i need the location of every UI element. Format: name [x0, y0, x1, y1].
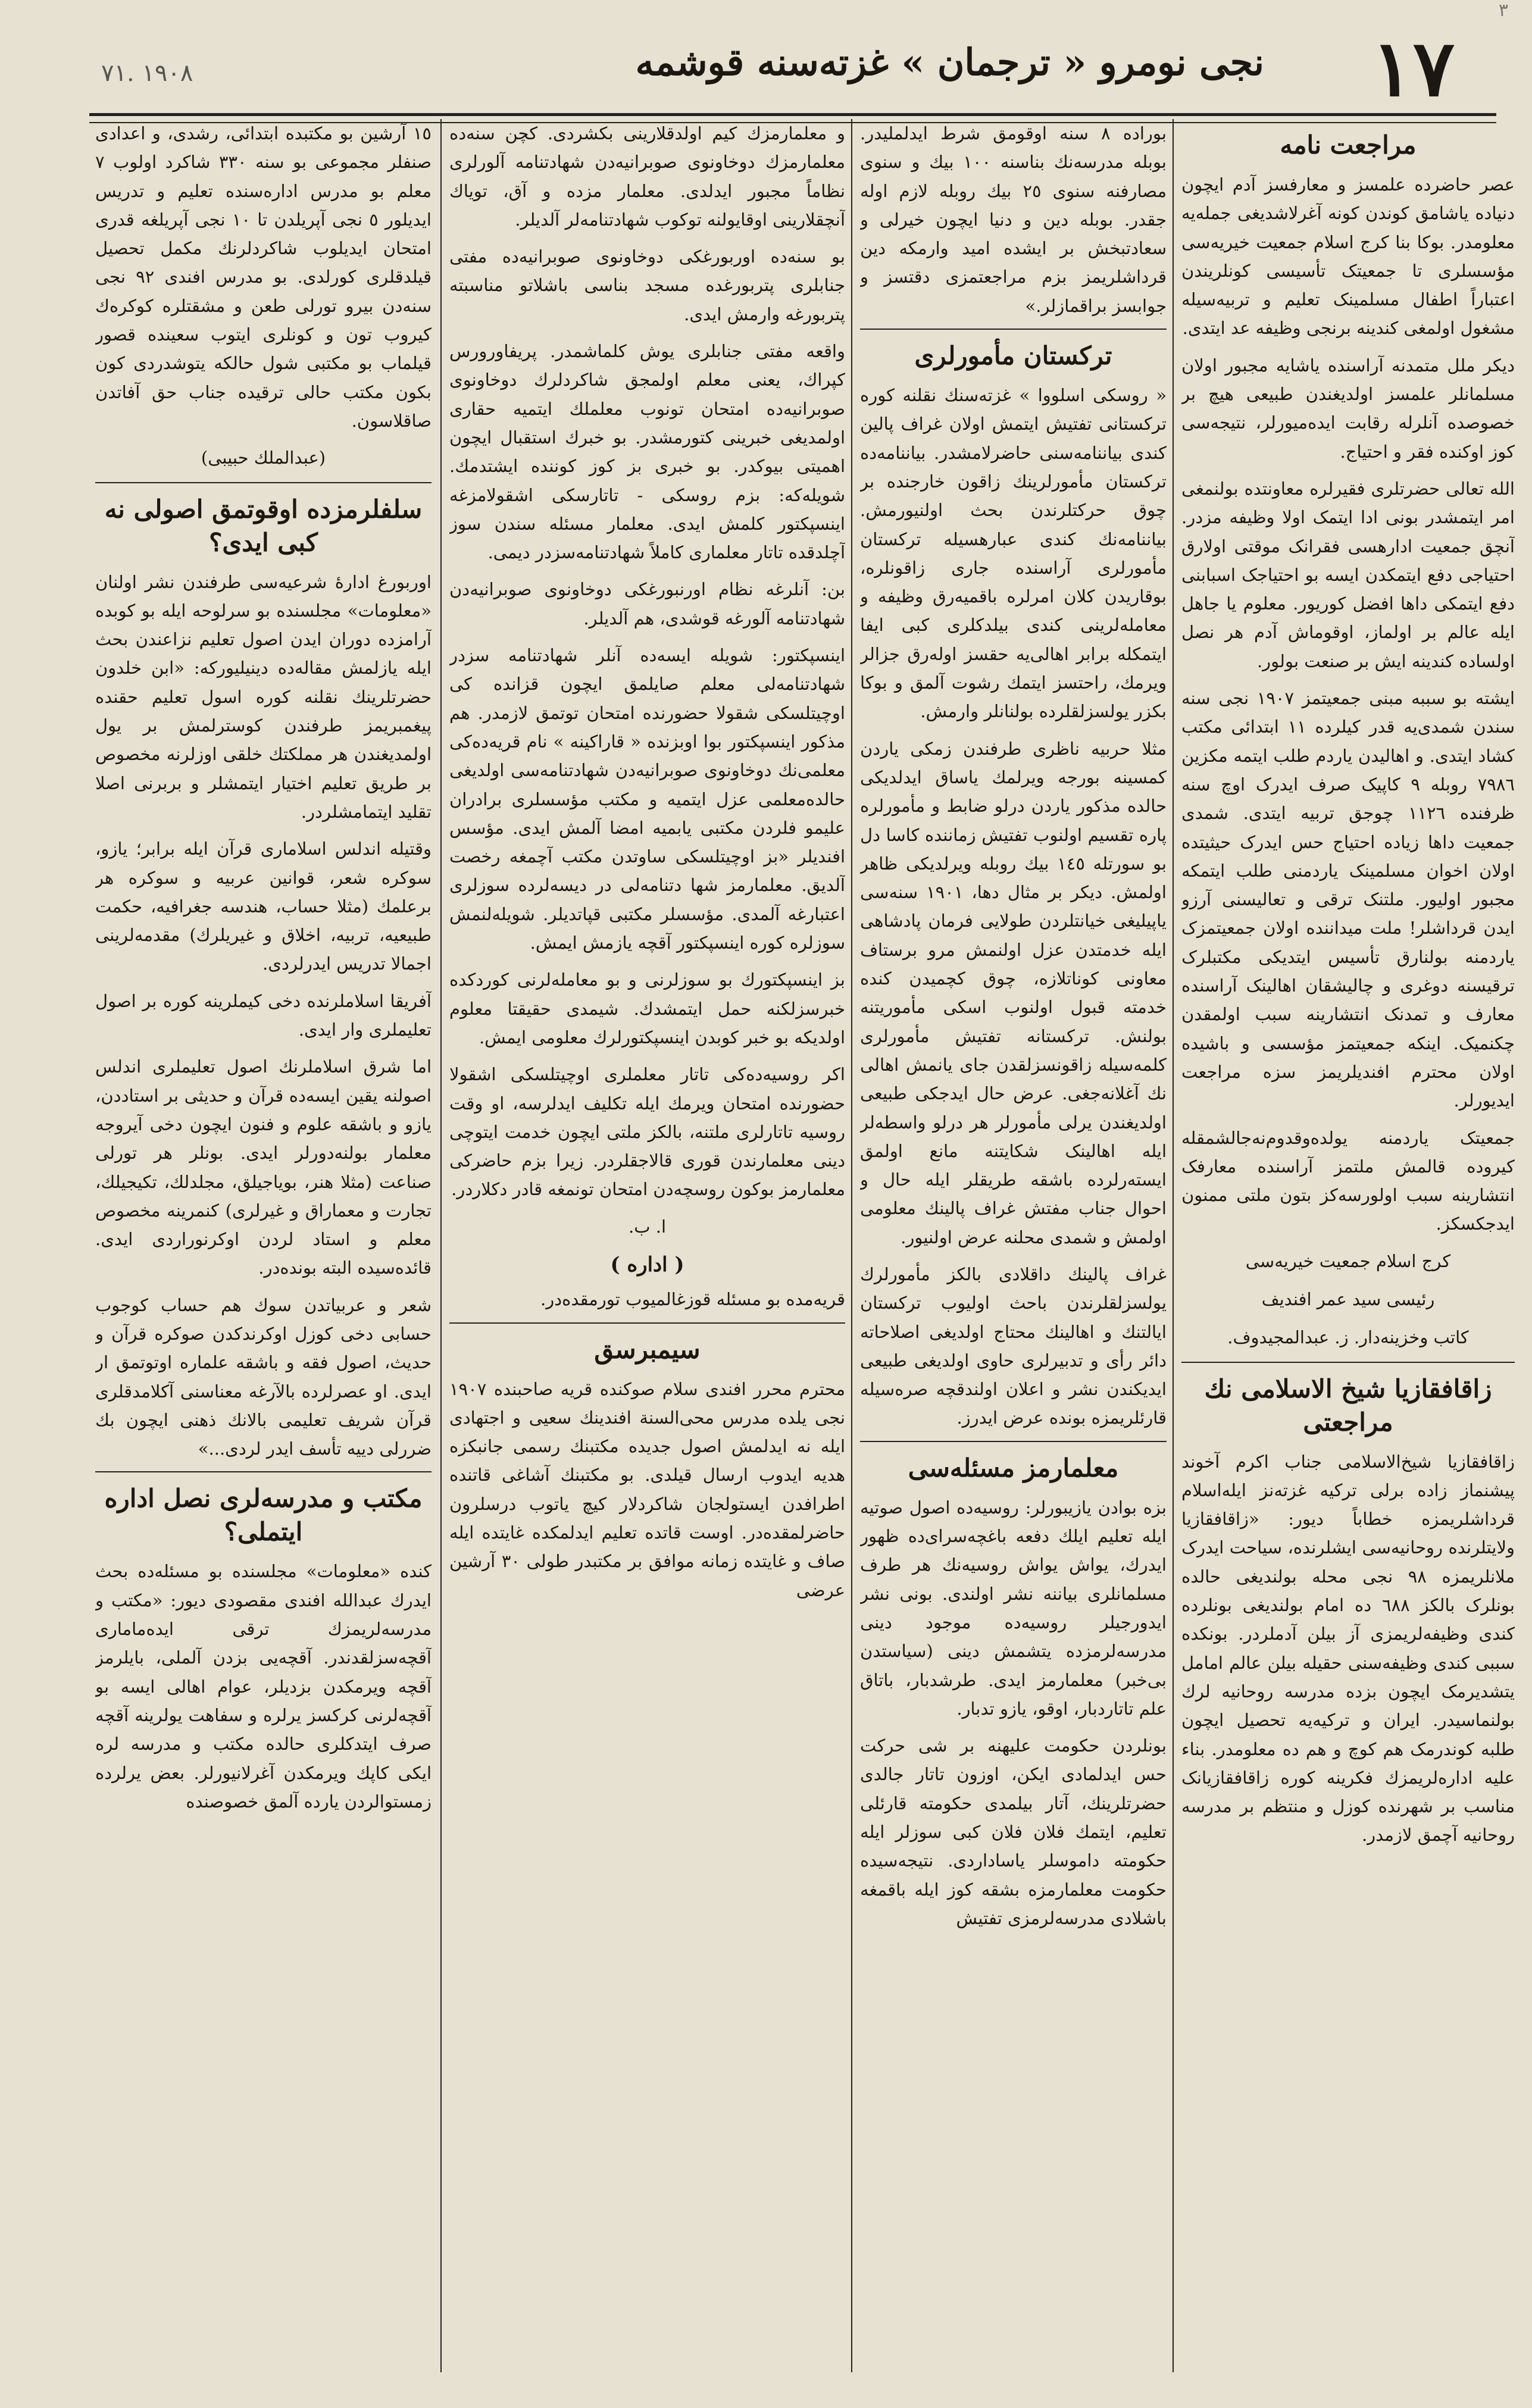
col1-paragraph: زاقافقازیا شیخ‌الاسلامی جناب اکرم آخوند پیشنماز زاده برلی ترکیه غزته‌نز ایله‌اسلام قرداشلریمزه خطاباً دیور: «زاقافقازیا ولایتلرنده روحانیه‌سی ایشلرنده، سیاحت ایدرک ملانلریمزه ٩٨ نجی محله بولندیغی حالده بونلرک بالکز ٦٨٨ ده امام بولندیغی بونلرده کندی وظیفه‌لریمزی آز بیلن آدملردر. بونکده سببی کندی وظیفه‌سنی حقیله بیلن عالم امامل یتشدیرمک ایچون بزده مدرسه روحانیه لرك بولنماسیدر. ایران و ترکیه‌یه تحصیل ایچون طلبه کوندرمک هم کوچ و هم ده معلومدر. بناء علیه اداره‌لریمزك فکرینه کوره زاقافقازیانک مناسب بر شهرنده کوزل و منتظم بر مدرسه روحانیه آچمق لازمدر.: [1181, 1451, 1515, 1846]
col4-paragraph: آفریقا اسلاملرنده دخی کیملرینه کوره بر اصول تعلیملری وار ایدی.: [95, 990, 432, 1040]
col4-paragraph: شعر و عربیاتدن سوك هم حساب کوجوب حسابی دخی کوزل اوکرندکدن صوکره قرآن و حدیث، اصول فقه و باشقه علماره اوتوتمق ار ایدی. او عصرلرده بالآرغه معناسنی آکلامدقلری قرآن شریف تعلیمی بالانك ذهنی ایچون بك ضررلی دییه تأسف ایدر لردی...»: [95, 1294, 432, 1459]
heading-teaching-methods: سلفلرمزده اوقوتمق اصولی نه کبی ایدی؟: [104, 494, 423, 557]
editorial-note-heading: ( اداره ): [610, 1252, 684, 1277]
column-3: [449, 119, 845, 2372]
heading-teachers-question: معلمارمز مسئله‌سی: [908, 1453, 1119, 1483]
col1-paragraph: عصر حاضرده علمسز و معارفسز آدم ایچون دنیاده یاشامق کوندن کونه آغرلاشدیغی جمله‌یه معلومدر. بوکا بنا کرج اسلام جمعیت خیریه‌سی مؤسسلری تا جمعیتک تأسیسی کونلریندن اعتباراً اطفال مسلمینک تعلیم و تربیه‌سیله مشغول اولمغی کندینه برنجی وظیفه عد ایتدی.: [1181, 174, 1515, 339]
col3-paragraph: بن: آنلرغه نظام اورنبورغکی دوخاونوی صوبرانیه‌دن شهادتنامه آلورغه قوشدی، هم آلدیلر.: [449, 579, 845, 628]
column-rule-2: [851, 119, 852, 2372]
col3-paragraph: بو سنه‌ده اوربورغکی دوخاونوی صوبرانیه‌ده مفتی جنابلری پتربورغده مسجد بناسی باشلاتو مناسبته پتربورغه وارمش ایدی.: [449, 246, 845, 324]
section-divider: [860, 329, 1167, 330]
initials: ا. ب.: [628, 1216, 666, 1237]
col4-paragraph: اما شرق اسلاملرنك اصول تعلیملری اندلس اصولنه یقین ایسه‌ده قرآن و حدیثی بر استاددن، یازو و باشقه علوم و فنون ایچون دخی آیروجه معلمار بولنه‌دورلر ایدی. بونلر هر تورلی صناعت (مثلا هنر، بویاجیلق، مجلدلك، تکیجیلك، تجارت و معماراق و غیرلری) کنمرینه مخصوص معلم و استاد لردن اوکرنوراردی ایدی. قائده‌سیده البته بونده‌در.: [95, 1056, 432, 1278]
signature-line: کرج اسلام جمعیت خیریه‌سی: [1245, 1250, 1451, 1271]
column-rule-1: [1173, 119, 1174, 2372]
col2-paragraph: بزه بوادن یازیبورلر: روسیه‌ده اصول صوتیه ایله تعلیم ایلك دفعه باغچه‌سرای‌ده ظهور ایدرك، یواش یواش روسیه‌نك هر طرف مسلمانلری بیاننه نشر اولندی. بونی نشر ایدورجیلر روسیه‌ده موجود دینی مدرسه‌لرمزده یتشمش دینی (سیاستدن بی‌خبر) معلمارمز ایدی. طرشدبار، باتاق علم تاتاردبار، اوقو، یازو تدبار.: [860, 1497, 1167, 1719]
col3-paragraph: محترم محرر افندی سلام صوکنده قریه صاحبنده ١٩٠٧ نجی یلده مدرس محی‌السنة افندینك سعیی و اجتهادی ایله نه ایدلمش اصول جدیده مکتبنك رسمی جانبکزه هدیه ایدوب ارسال قیلدی. بو مکتبنك آشاغی قاتنده اطرافدن ایستولجان شاکردلار کیچ یاتوب درسلرون حاضرلمقده‌در. اوست قاتده تعلیم ایدلمکده غایتده ایله صاف و غایتده زمانه موافق بر مکتبدر طولی ٣٠ آرشین عرضی: [449, 1378, 845, 1600]
col4-paragraph: اوربورغ ادارهٔ شرعیه‌سی طرفندن نشر اولنان «معلومات» مجلسنده بو سرلوحه ایله بو کوبده آرامزده دوران ایدن اصول تعلیم نزاعندن بحث ایله یازلمش مقاله‌ده دینیلیورکه: «ابن خلدون حضرتلرینك نقلنه کوره اسول تعلیم حقنده پیغمبریمز طرفندن کوسترلمش بر یول اولمدیغندن هر مملکتك خلقی اوزلرنه مخصوص بر طریق تعلیم اختیار ایتمشلر و بربرنی اصلا تقلید ایتمامشلردر.: [95, 571, 432, 822]
heading-simbirsk: سیمبرسق: [594, 1334, 701, 1364]
col4-paragraph: کنده «معلومات» مجلسنده بو مسئله‌ده بحث ایدرك عبدالله افندی مقصودی دیور: «مکتب و مدرسه‌لریمزك ترقی ایده‌ماماری آقچه‌سزلقدندر. آقچه‌یی بزدن آلملی، بایلرمز آقچه ویرمکدن بزدیلر، عوام اهالی ایسه بو آقچه‌لرنی کرکسز یرلره و سفاهت یولرینه آقچه صرف ایتدکلری حالده مکتب و مدرسه لره ایکی کاپك ویرمکدن آغرلانیورلر. بعض یرلرده زمستوالردن یارده آلمق خصوصنده: [95, 1561, 432, 1812]
supplement-title: نجی نومرو « ترجمان » غزته‌سنه قوشمه: [635, 40, 1264, 84]
col2-paragraph: « روسکی اسلووا » غزته‌سنك نقلنه کوره ترکستانی تفتیش ایتمش اولان غراف پالین کندی بیاننامه‌سنی حاضرلامشدر. بیاننامه‌ده ترکستان مأمورلرینك زاقون خارجنده بر چوق حرکتلرندن بحث اولنیورمش. بیاننامه‌نك کندی عبارهسیله ترکستان مأمورلری آراسنده جاری زاقونلره، بوقاریدن کلان امرلره باقمیه‌رق وظیفه و معامله‌لرینی کندی بیلدکلری کبی ایفا ایتمکله برابر اهالی‌یه حقسز اولەرق جزالر ویرمك، راحتسز ایتمك رشوت آلمق و بوکا بکزر یولسزلقلرده بولنانلر وارمش.: [860, 385, 1167, 722]
col2-paragraph: مثلا حربیه ناظری طرفندن زمکی یاردن کمسینه بورجه ویرلمك یاساق ایدلدیکی حالده مذکور یاردن درلو ضابط و مأمورلره پاره تقسیم اولنوب تفتیش زماننده کاسا دل بو سورتله ١٤٥ بیك روبله ویرلدیکی ظاهر اولمش. دیکر بر مثال دها، ١٩٠١ سنه‌سی یاپیلیغی خیانتلردن طولایی فرمان پادشاهی ایله خدمتدن عزل اولنمش مرو برستاف معاونی کوناتلازه، چوق کچمیدن کنده خدمته قبول اولنوب اسکی مأموریتنه بولنش. ترکستانه تفتیش مأمورلری کلمه‌سیله زاقونسزلقدن جای یانمش اهالی نك آغلانه‌جغی. عرض حال ایدجکی طبیعی اولدیغندن یرلی مأمورلر هر درلو واسطه‌لر ایله اهالینک شکایتنه مانع اولمق ایسته‌رلرده باشقه طریقلر ایله حال و احوال جناب مفتش غراف پالینك معلومی اولمش و شمدی محلنه عرض اولنیور.: [860, 738, 1167, 1247]
col3-paragraph: اکر روسیه‌ده‌کی تاتار معلملری اوچیتلسکی اشقولا حضورنده امتحان ویرمك ایله تکلیف ایدلرسه، او وقت روسیه تاتارلری ملتنه، بالکز ملتی ایچون خدمت ایتوچی دینی معلمارندن قوری قالاجقلردر. زیرا بزم حاضرکی معلمارمز بوکون روسچه‌دن امتحان تونمغه قادر دکلاردر.: [449, 1064, 845, 1200]
section-divider: [95, 1471, 432, 1472]
heading-turkestan-officials: ترکستان مأمورلری: [914, 341, 1112, 371]
col3-paragraph: اینسپکتور: شویله ایسه‌ده آنلر شهادتنامه سزدر شهادتنامه‌لی معلم صایلمق ایچون قزانده کی اوچیتلسکی شقولا حضورنده امتحان توتمق لازمدر. هم مذکور اینسپکتور بوا اوبزنده « قاراکینه » نام قریه‌ده‌کی معلمی‌نك دوخاونوی صوبرانیه‌دن شهادتنامه‌سی اولدیغی حالده‌معلمی عزل ایتمیه و مکتب مؤسسلری برادران علیمو فلردن مکتبی یابمیه امضا آلمش ایدی. مؤسس افندیلر «بز اوچیتلسکی ساوتدن مکتب آچمغه رخصت آلدیق. معلمارمز شها دتنامه‌لی در دیسه‌لرده سوزلری اعتبارغه آلمدی. مؤسسلر مکتبی قپاتدیلر. شویله‌لنمش سوزلره کوره اینسپکتور آقچه یازمش ایمش.: [449, 645, 845, 953]
col1-paragraph: جمعیتک یاردمنه یولده‌وقدوم‌نه‌جالشمقله کیروده قالمش ملتمز آراسنده معارفک انتشارینه سبب اولورسه‌کز بتون ملتی ممنون ایدجکسکز.: [1181, 1127, 1515, 1234]
col2-paragraph: بونلردن حکومت علیهنه بر شی حرکت حس ایدلمادی ایکن، اوزون تاتار جالدی حضرتلرینك، آتار بیلمدی حکومته قارئلی تعلیم، ایتمك فلان فلان کبی سوزلر ایله حکومته داموسلر یاساداردی. نتیجه‌سیده حکومت معلمارمزه بشقه کوز ایله باقمغه باشلادی مدرسه‌لرمزی تفتیش: [860, 1735, 1167, 1928]
section-divider: [860, 1441, 1167, 1442]
col3-paragraph: و معلمارمزك کیم اولدقلارینی بکشردی. کچن سنه‌ده معلمارمزك دوخاونوی صوبرانیه‌دن شهادتنامه آلورلری نظاماً مجبور ایدلدی. معلمار مزده و آق، تویاك آنچقلارینی اوقایولنه توکوب شهادتنامه‌لر آلدیلر.: [449, 123, 845, 230]
col3-paragraph: بز اینسپکتورك بو سوزلرنی و بو معامله‌لرنی کوردکده خبرسزلکنه حمل ایتمشدك. شیمدی حقیقتا معلوم اولدیکه بو خبر کوبدن اینسپکتورلرك معلومی ایمش.: [449, 970, 845, 1047]
column-rule-3: [440, 119, 442, 2372]
column-4: [95, 119, 432, 2372]
masthead: [89, 24, 1496, 113]
col1-paragraph: دیکر ملل متمدنه آراسنده یاشایه مجبور اولان مسلمانلر علمسز اولدیغندن طبیعی هیچ بر خصوصده آنلرله رقابت ایده‌میورلر، نتیجه‌سی کوز اوکنده فقر و احتیاج.: [1181, 355, 1515, 462]
section-divider: [449, 1322, 845, 1324]
col4-paragraph: ١٥ آرشین بو مکتبده ابتدائی، رشدی، و اعدادی صنفلر مجموعی بو سنه ٣٣٠ شاکرد اولوب ٧ معلم بو مدرس ادارەسنده تعلیم و تدریس ایدیلور ٥ نجی آپریلدن تا ١٠ نجی آپریلغه قدری امتحان ایدیلوب شاکردلرنك مکمل تحصیل قیلدقلری کورلدی. بو مدرس افندی ٩٢ نجی سنه‌دن بیرو تورلی طعن و مشقتلره کوکرەك کیروب تون و کونلری ایتوب سعینده قصور قیلماب بو مکتبی شول حالکه یتوشدردی کون بکون مکتب حالی ترقیده جناب حق آفاتدن صاقلاسون.: [95, 123, 432, 431]
issue-date: ١٩٠٨ .٧١: [101, 60, 193, 87]
col1-paragraph: ایشته بو سببه مبنی جمعیتمز ١٩٠٧ نجی سنه سندن شمدی‌یه قدر کیلرده ١١ ابتدائی مکتب کشاد ایتدی. و اهالیدن یاردم طلب ایتمه مکزین ٧٩٨٦ روبله ٩ کاپیک صرف ایدرک اوچ سنه ظرفنده ١١٢٦ چوجق تربیه ایتدی. شمدی جمعیت داها زیاده احتیاج حس ایدرک حیثیتده اولان اخوان مسلمینک یاردمنی طلب ایتمکه مجبور اولیور. ملتنک ترقی و تعالیسنی آرزو ایدن قرداشلر! ملت میداننده اولان جمعیتمزک یاردمنه بولنارق تأسیس ایتدیکی مکتبلرک ترقیسنه دوغری و چالیشقان اهالینک آراسنده معارف و تمدنک انتشارینه سبب اولمقدن چکنمیک. اینکه جمعیتمز مؤسسی و باشیده اولان محترم افندیلریمز سزه مراجعت ایدیورلر.: [1181, 688, 1515, 1111]
col4-paragraph: وقتیله اندلس اسلاماری قرآن ایله برابر؛ یازو، سوکره شعر، قوانین عربیه و سوکره هر برعلمك (مثلا حساب، هندسه جغرافیه، حکمت طبیعیه، تربیه، اخلاق و غیریلرك) مقدمه‌لرینی اجمالا تدریس ایدرلردی.: [95, 839, 432, 974]
heading-appeal: مراجعت نامه: [1280, 130, 1417, 160]
section-divider: [95, 482, 432, 483]
col1-paragraph: الله تعالی حضرتلری فقیرلره معاونتده بولنمغی امر ایتمشدر بونی ادا ایتمک اولا وظیفه مزدر. آنچق جمعیت ادارهسی فقرانک موقتی اولارق احتیاجی دفع ایتمکدن ایسه بو احتیاجک اسبابنی دفع ایتمکی داها افضل کوریور. معلوم یا جاهل ایله عالم بر اولماز، اوقوماش آدم هر نصل اولساده کندینه ایش بر صنعت بولور.: [1181, 478, 1515, 671]
corner-mark: ٣: [1498, 0, 1508, 21]
column-1: [1181, 119, 1515, 2372]
column-2: [860, 119, 1167, 2372]
col2-paragraph: غراف پالینك داقلادی بالکز مأمورلرك یولسزلقلرندن باحث اولیوب ترکستان ایالتنك و اهالینك محتاج اولدیغی اصلاحاته دائر رأی و تدبیرلری حاوی اولدیغی طبیعی ایدیکندن نشر و اعلان اولندقچه صره‌سیله قارئلریمزه بونده عرض ایدرز.: [860, 1264, 1167, 1428]
editorial-note: قریه‌مده بو مسئله قوزغالمیوب تورمقده‌در.: [540, 1289, 845, 1310]
heading-school-administration: مکتب و مدرسه‌لری نصل اداره ایتملی؟: [104, 1484, 423, 1547]
col2-paragraph: بورادە ٨ سنه اوقومق شرط ایدلمليدر. بوبله مدرسه‌نك بناسنه ١٠٠ بیك و سنوی مصارفنه سنوی ٢٥ بیك روبله لازم اوله جقدر. بوبله دین و دنیا ایچون خیرلی و سعادتبخش بر ایشده امید وارمکه دین قرداشلریمز بزم مراجعتمزی دقتسز و جوابسز براقمازلر.»: [860, 123, 1167, 316]
col3-paragraph: واقعه مفتی جنابلری یوش کلماشمدر. پریفاورورس کپراك، یعنی معلم اولمجق شاکردلرك دوخاونوی صوبرانیه‌ده امتحان تونوب معلملك ایتمیه حقاری اولمدیغی خبرینی کتورمشدر. بو خبرك استقبال ایچون اهمیتی بیوکدر. بو خبری بز کوز کوننده ایشتدمك. شویله‌که: بزم روسکی - تاتارسکی اشقولامزغه اینسپکتور کلمش ایدی. معلمار مسئله سندن سوز آچلدقده تاتار معلماری کاملاً شهادتنامه‌سزدر دیمی.: [449, 341, 845, 563]
heading-sheikh-appeal: زاقافقازیا شیخ الاسلامی نك مراجعتی: [1204, 1374, 1492, 1437]
issue-number: ١٧: [1371, 23, 1455, 114]
section-divider: [1181, 1362, 1515, 1363]
signature: (عبدالملك حبیبی): [201, 448, 326, 468]
signature-line: رئیسی سید عمر افندیف: [1261, 1289, 1435, 1309]
signature-line: کاتب وخزینه‌دار. ز. عبدالمجیدوف.: [1227, 1327, 1469, 1348]
